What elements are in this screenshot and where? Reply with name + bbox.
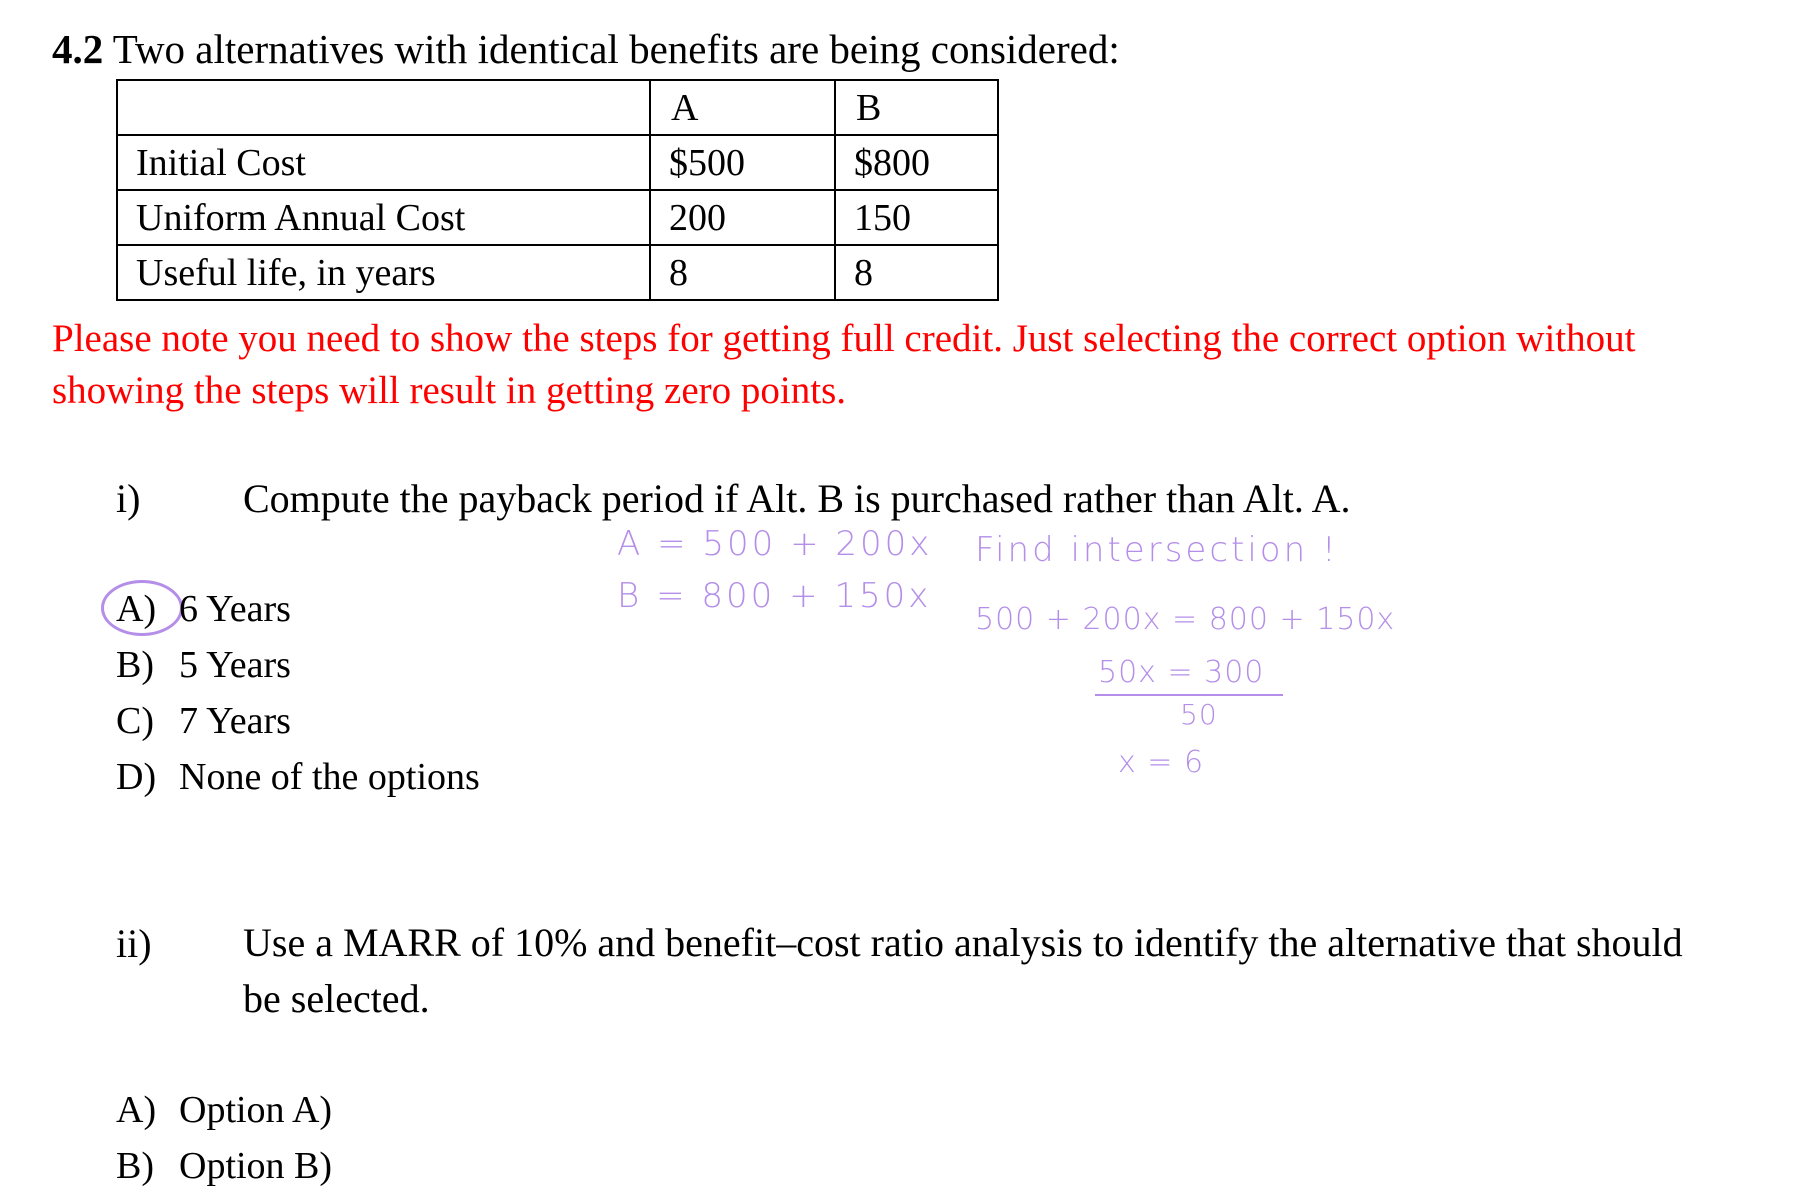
option-text: 6 Years (179, 588, 291, 630)
table-header-cell (117, 80, 650, 135)
handwritten-fraction-bar (1095, 694, 1283, 696)
table-header-cell: B (835, 80, 998, 135)
option-label: A) (116, 588, 157, 630)
option-d[interactable] (116, 752, 480, 802)
option-text: 7 Years (179, 700, 291, 742)
option-text: None of the options (179, 756, 480, 798)
option-a[interactable] (116, 1085, 332, 1135)
table-row (117, 190, 998, 245)
table-header-cell: A (650, 80, 835, 135)
handwritten-equation-a: A = 500 + 200x (617, 524, 933, 564)
table-row (117, 245, 998, 300)
handwritten-denominator: 50 (1180, 698, 1218, 731)
handwritten-result: x = 6 (1118, 745, 1205, 780)
option-label: B) (116, 1145, 154, 1187)
table-cell: $500 (650, 135, 835, 190)
table-cell: 8 (650, 245, 835, 300)
table-header-row (117, 80, 998, 135)
credit-note: Please note you need to show the steps for getting full credit. Just selecting the correct option without showing the steps will result in getting zero points. (52, 317, 1636, 412)
handwritten-equation-b: B = 800 + 150x (617, 576, 932, 616)
question-2-number: ii) (116, 921, 152, 966)
option-b[interactable] (116, 1141, 332, 1191)
table-cell: 8 (835, 245, 998, 300)
table-cell: 150 (835, 190, 998, 245)
question-1-text: Compute the payback period if Alt. B is purchased rather than Alt. A. (243, 476, 1351, 521)
table-cell: Initial Cost (117, 135, 650, 190)
option-text: Option A) (179, 1089, 333, 1131)
table-cell: Useful life, in years (117, 245, 650, 300)
option-label: D) (116, 756, 157, 798)
table-cell: Uniform Annual Cost (117, 190, 650, 245)
problem-number: 4.2 (52, 26, 104, 72)
question-2-text: Use a MARR of 10% and benefit–cost ratio analysis to identify the alternative that should be selected. (243, 920, 1683, 1021)
option-text: Option B) (179, 1145, 333, 1187)
handwritten-step-2: 50x = 300 (1098, 655, 1265, 690)
table-row (117, 135, 998, 190)
alternatives-table (116, 79, 999, 301)
option-label: B) (116, 644, 154, 686)
option-c[interactable] (116, 696, 291, 746)
question-1-number: i) (116, 476, 141, 521)
problem-title (52, 24, 1120, 74)
option-a[interactable] (116, 584, 291, 634)
handwritten-hint: Find intersection ! (975, 530, 1339, 570)
table-cell: $800 (835, 135, 998, 190)
option-label: C) (116, 700, 154, 742)
handwritten-step-1: 500 + 200x = 800 + 150x (975, 602, 1396, 637)
option-label: A) (116, 1089, 157, 1131)
option-text: 5 Years (179, 644, 291, 686)
option-b[interactable] (116, 640, 291, 690)
table-cell: 200 (650, 190, 835, 245)
problem-title-text: Two alternatives with identical benefits are being considered: (112, 26, 1120, 72)
